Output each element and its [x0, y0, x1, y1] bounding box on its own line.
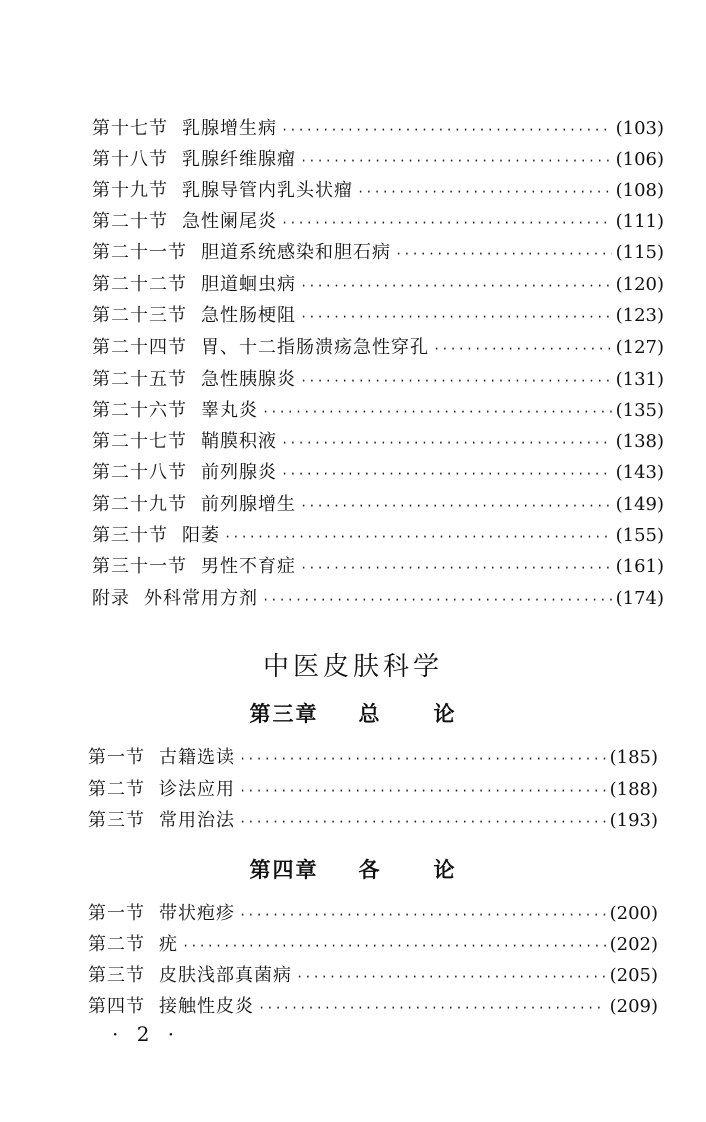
- toc-entry: [88, 809, 658, 833]
- section-title: 乳腺导管内乳头状瘤: [182, 180, 353, 201]
- section-title: 前列腺增生: [201, 494, 296, 515]
- page-ref: (106): [615, 149, 664, 170]
- section-title: 接触性皮炎: [159, 996, 254, 1017]
- section-number: 第二十八节: [92, 462, 187, 483]
- toc-entry: [92, 117, 664, 141]
- chapter-name-second: 论: [433, 701, 457, 726]
- section-number: 第十八节: [92, 149, 168, 170]
- leader-dots: [300, 494, 612, 518]
- section-title: 胃、十二指肠溃疡急性穿孔: [201, 337, 429, 358]
- page-ref: (205): [609, 965, 658, 986]
- chapter-name-second: 论: [433, 857, 457, 882]
- page-ref: (108): [615, 180, 664, 201]
- leader-dots: [239, 779, 606, 803]
- leader-dots: [281, 118, 612, 142]
- book-title: 中医皮肤科学: [262, 652, 443, 682]
- section-title: 疣: [159, 934, 178, 955]
- section-number: 第十七节: [92, 118, 168, 139]
- section-number: 第三节: [88, 965, 145, 986]
- section-number: 第二十一节: [92, 242, 187, 263]
- section-number: 第三十一节: [92, 556, 187, 577]
- section-title: 皮肤浅部真菌病: [159, 965, 292, 986]
- toc-entry: [92, 461, 664, 485]
- section-number: 第三节: [88, 810, 145, 831]
- chapter-name-first: 各: [358, 857, 382, 882]
- leader-dots: [262, 588, 612, 612]
- leader-dots: [224, 525, 612, 549]
- section-number: 第一节: [88, 747, 145, 768]
- leader-dots: [300, 305, 612, 329]
- page-number: · 2 ·: [112, 1022, 181, 1046]
- section-number: 第一节: [88, 903, 145, 924]
- section-title: 急性肠梗阻: [201, 305, 296, 326]
- section-number: 第二节: [88, 934, 145, 955]
- toc-entry: [88, 933, 658, 957]
- section-title: 胆道系统感染和胆石病: [201, 242, 391, 263]
- leader-dots: [281, 431, 612, 455]
- leader-dots: [395, 242, 612, 266]
- page-ref: (135): [615, 400, 664, 421]
- page-ref: (202): [609, 934, 658, 955]
- section-number: 第二十六节: [92, 400, 187, 421]
- section-number: 第十九节: [92, 180, 168, 201]
- section-title: 鞘膜积液: [201, 431, 277, 452]
- page-ref: (149): [615, 494, 664, 515]
- toc-entry-appendix: [92, 587, 664, 611]
- leader-dots: [300, 274, 612, 298]
- leader-dots: [433, 337, 612, 361]
- leader-dots: [258, 996, 606, 1020]
- page-ref: (209): [609, 996, 658, 1017]
- toc-entry: [92, 493, 664, 517]
- toc-entry: [92, 241, 664, 265]
- page-ref: (131): [615, 369, 664, 390]
- toc-entry: [92, 555, 664, 579]
- chapter-3-heading: [0, 698, 706, 728]
- page-ref: (138): [615, 431, 664, 452]
- toc-entry: [92, 336, 664, 360]
- leader-dots: [182, 934, 606, 958]
- toc-entry: [92, 430, 664, 454]
- section-number: 第二十四节: [92, 337, 187, 358]
- page-ref: (115): [615, 242, 664, 263]
- leader-dots: [239, 903, 606, 927]
- section-title: 常用治法: [159, 810, 235, 831]
- toc-entry: [92, 399, 664, 423]
- toc-entry: [92, 210, 664, 234]
- leader-dots: [281, 211, 612, 235]
- section-title: 胆道蛔虫病: [201, 274, 296, 295]
- section-title: 外科常用方剂: [144, 588, 258, 609]
- leader-dots: [300, 369, 612, 393]
- toc-entry: [92, 179, 664, 203]
- leader-dots: [296, 965, 606, 989]
- toc-entry: [88, 778, 658, 802]
- section-number: 第二十五节: [92, 369, 187, 390]
- section-title: 诊法应用: [159, 779, 235, 800]
- leader-dots: [300, 556, 612, 580]
- section-title: 古籍选读: [159, 747, 235, 768]
- page-ref: (127): [615, 337, 664, 358]
- section-title: 乳腺纤维腺瘤: [182, 149, 296, 170]
- page-ref: (200): [609, 903, 658, 924]
- section-title: 急性阑尾炎: [182, 211, 277, 232]
- leader-dots: [300, 149, 612, 173]
- toc-entry: [92, 368, 664, 392]
- page-ref: (155): [615, 525, 664, 546]
- toc-entry: [88, 995, 658, 1019]
- leader-dots: [281, 462, 612, 486]
- section-title: 阳萎: [182, 525, 220, 546]
- section-number: 第二十二节: [92, 274, 187, 295]
- page-ref: (161): [615, 556, 664, 577]
- toc-entry: [88, 746, 658, 770]
- page-ref: (143): [615, 462, 664, 483]
- section-number: 第二十节: [92, 211, 168, 232]
- chapter-4-heading: [0, 854, 706, 884]
- section-title: 急性胰腺炎: [201, 369, 296, 390]
- page-ref: (188): [609, 779, 658, 800]
- section-number: 第二节: [88, 779, 145, 800]
- page-ref: (120): [615, 274, 664, 295]
- page-ref: (193): [609, 810, 658, 831]
- chapter-name-first: 总: [358, 701, 382, 726]
- section-number: 第三十节: [92, 525, 168, 546]
- page-ref: (103): [615, 118, 664, 139]
- leader-dots: [239, 810, 606, 834]
- section-number: 第二十三节: [92, 305, 187, 326]
- page-ref: (123): [615, 305, 664, 326]
- leader-dots: [239, 747, 606, 771]
- toc-entry: [92, 304, 664, 328]
- toc-entry: [92, 148, 664, 172]
- page-ref: (111): [615, 211, 664, 232]
- toc-entry: [88, 902, 658, 926]
- toc-entry: [92, 524, 664, 548]
- section-title: 睾丸炎: [201, 400, 258, 421]
- section-number: 第四节: [88, 996, 145, 1017]
- section-number: 第二十七节: [92, 431, 187, 452]
- section-number: 附录: [92, 588, 130, 609]
- page-ref: (185): [609, 747, 658, 768]
- page-ref: (174): [615, 588, 664, 609]
- section-title: 带状疱疹: [159, 903, 235, 924]
- section-number: 第二十九节: [92, 494, 187, 515]
- toc-entry: [88, 964, 658, 988]
- leader-dots: [262, 400, 612, 424]
- section-title: 前列腺炎: [201, 462, 277, 483]
- chapter-label: 第四章: [249, 857, 319, 882]
- section-title: 乳腺增生病: [182, 118, 277, 139]
- chapter-label: 第三章: [249, 701, 319, 726]
- section-title: 男性不育症: [201, 556, 296, 577]
- leader-dots: [357, 180, 612, 204]
- toc-entry: [92, 273, 664, 297]
